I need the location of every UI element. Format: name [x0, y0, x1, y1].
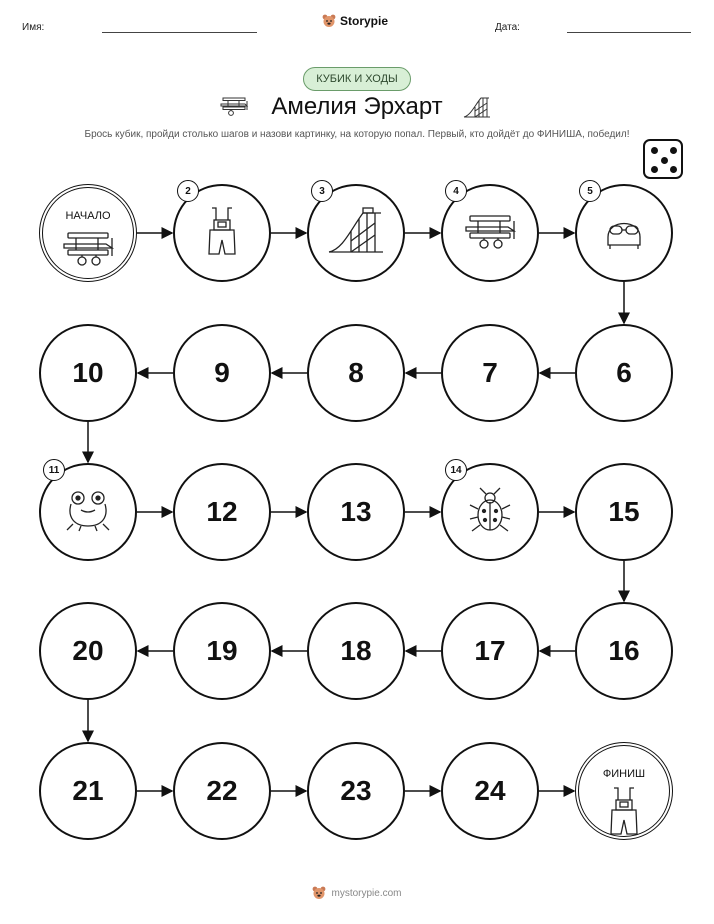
cell-number: 19 [206, 635, 238, 666]
board-cell-13 [307, 463, 405, 561]
cell-number: 13 [340, 496, 372, 527]
cell-number: 6 [616, 357, 632, 388]
cell-number: 10 [72, 357, 104, 388]
cell-number: 23 [340, 775, 372, 806]
cell-number: 16 [608, 635, 640, 666]
cell-number-badge: 14 [445, 459, 467, 481]
board-cell-23 [307, 742, 405, 840]
cell-number: 24 [474, 775, 506, 806]
page-title: Амелия Эрхарт [271, 93, 443, 120]
board-cell-17 [441, 602, 539, 700]
board-cell-5 [575, 184, 673, 282]
start-label: НАЧАЛО [65, 210, 111, 222]
cell-number-badge: 3 [311, 180, 333, 202]
cell-number: 21 [72, 775, 104, 806]
biplane-icon [462, 211, 518, 256]
cell-number: 15 [608, 496, 640, 527]
board-cell-2 [173, 184, 271, 282]
aviator-helmet-icon [602, 211, 646, 256]
board-cell-19 [173, 602, 271, 700]
finish-cell [575, 742, 673, 840]
cell-number: 17 [474, 635, 506, 666]
cell-number-badge: 4 [445, 180, 467, 202]
board-cell-20 [39, 602, 137, 700]
biplane-icon [60, 228, 116, 273]
board-cell-9 [173, 324, 271, 422]
game-type-badge: КУБИК И ХОДЫ [303, 67, 411, 91]
cell-number-badge: 11 [43, 459, 65, 481]
board-cell-14 [441, 463, 539, 561]
finish-label: ФИНИШ [602, 768, 646, 780]
board-cell-22 [173, 742, 271, 840]
brand-name: Storypie [340, 14, 389, 28]
name-label: Имя: [22, 22, 45, 33]
footer [0, 886, 714, 900]
board-cell-12 [173, 463, 271, 561]
cell-number: 20 [72, 635, 104, 666]
instructions: Брось кубик, пройди столько шагов и назови картинку, на которую попал. Первый, кто дойдёт до ФИНИША, победил! [84, 129, 630, 140]
date-label: Дата: [495, 22, 520, 33]
board-cell-6 [575, 324, 673, 422]
beetle-icon [468, 487, 512, 538]
board-cell-21 [39, 742, 137, 840]
frog-icon [63, 488, 113, 537]
cell-number: 12 [206, 496, 238, 527]
cell-number: 8 [348, 357, 364, 388]
overalls-icon [206, 206, 238, 261]
board-cell-11 [39, 463, 137, 561]
cell-number: 7 [482, 357, 498, 388]
board-cell-10 [39, 324, 137, 422]
board-cell-3 [307, 184, 405, 282]
cell-number-badge: 5 [579, 180, 601, 202]
footer-url: mystorypie.com [331, 887, 402, 899]
start-cell [39, 184, 137, 282]
board-cell-18 [307, 602, 405, 700]
cell-number: 22 [206, 775, 238, 806]
overalls-icon [608, 786, 640, 841]
cell-number-badge: 2 [177, 180, 199, 202]
roller-coaster-icon [327, 207, 385, 260]
bear-logo-icon [312, 886, 326, 900]
board-cell-4 [441, 184, 539, 282]
board-cell-15 [575, 463, 673, 561]
board-cell-8 [307, 324, 405, 422]
cell-number: 18 [340, 635, 372, 666]
cell-number: 9 [214, 357, 230, 388]
board-cell-7 [441, 324, 539, 422]
board-cell-24 [441, 742, 539, 840]
board-cell-16 [575, 602, 673, 700]
